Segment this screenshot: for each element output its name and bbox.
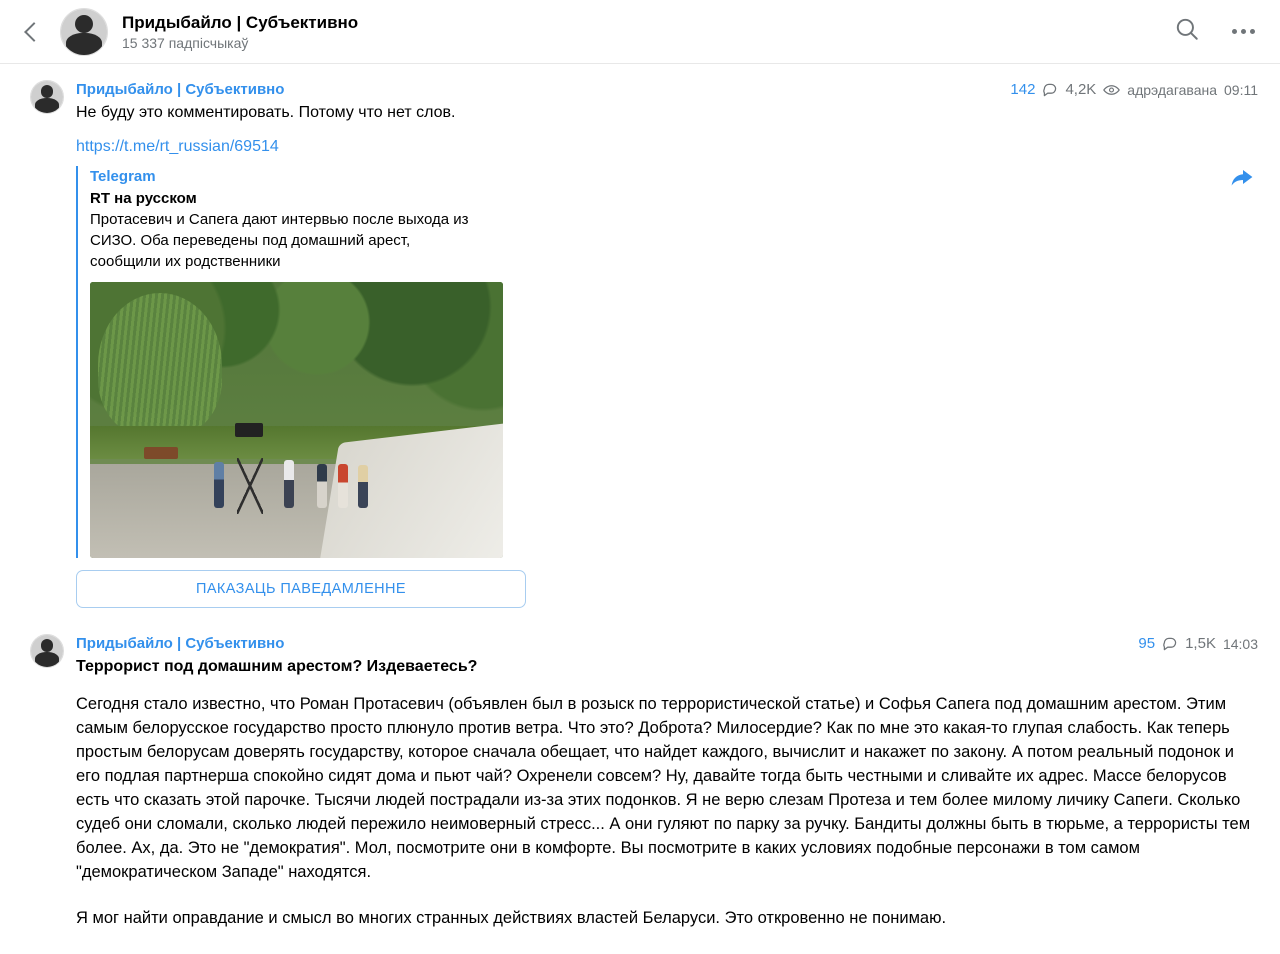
preview-title: RT на русском: [90, 190, 197, 207]
header-actions: [1172, 17, 1258, 47]
message-author[interactable]: Придыбайло | Субъективно: [76, 635, 285, 652]
message-body: [76, 634, 1258, 930]
search-button[interactable]: [1172, 17, 1202, 47]
search-icon: [1174, 16, 1200, 47]
chat-title: Придыбайло | Субъективно: [122, 12, 359, 32]
message-author[interactable]: Придыбайло | Субъективно: [76, 81, 285, 98]
subscriber-count: 15 337 падпісчыкаў: [122, 34, 249, 51]
link-preview[interactable]: [76, 166, 560, 558]
view-count: 4,2K: [1065, 81, 1097, 98]
message-paragraph: Сегодня стало известно, что Роман Протасевич (объявлен был в розыск по террористической статье) и Софья Сапега под домашним арестом. Этим самым белорусское государство просто плюнуло против ветра. Что это? Доброта? Милосердие? Как по мне это какая-то глупая слабость. Как теперь простым белорусам доверять государству, которое сначала обещает, что найдет каждого, вычислит и накажет по закону. А потом реальный подонок и его подлая партнерша спокойно сидят дома и пьют чай? Охренели совсем? Ну, давайте тогда быть честными и сливайте их адрес. Массе белорусов есть что сказать этой парочке. Тысячи людей пострадали из-за этих подонков. Я не верю слезам Протеза и тем более милому личику Сапеги. Сколько судеб они сломали, сколько людей пережило неимоверный стресс... А они гуляют по парку за ручку. Бандиты должны быть в тюрьме, а террористы тем более. Ах, да. Это не "демократия". Мол, посмотрите они в комфорте. Вы посмотрите в каких условиях подобные персонажи в том самом "демократическом Западе" находятся.: [76, 695, 1251, 881]
message-time: 09:11: [1224, 81, 1258, 98]
chat-header: [0, 0, 1280, 64]
message-meta: [1010, 81, 1258, 98]
comment-icon[interactable]: [1162, 636, 1178, 652]
show-message-button[interactable]: ПАКАЗАЦЬ ПАВЕДАМЛЕННЕ: [76, 570, 526, 608]
message-avatar[interactable]: [30, 80, 64, 114]
message-list: [0, 64, 1280, 930]
message-meta: [1138, 635, 1258, 652]
message-time: 14:03: [1222, 635, 1258, 652]
message-header: [76, 634, 1258, 654]
message-text: Не буду это комментировать. Потому что нет слов.: [76, 104, 456, 121]
message-item: [0, 76, 1280, 608]
message-paragraph: Я мог найти оправдание и смысл во многих странных действиях властей Беларуси. Это откровенно не понимаю.: [76, 909, 947, 927]
message-text: [76, 692, 1258, 930]
message-avatar[interactable]: [30, 634, 64, 668]
comment-count[interactable]: 142: [1010, 81, 1036, 98]
more-options-icon: [1232, 29, 1255, 34]
channel-avatar[interactable]: [60, 8, 108, 56]
message-item: [0, 630, 1280, 930]
chevron-left-icon: [24, 22, 44, 42]
message-header: [76, 80, 1258, 100]
chat-title-block[interactable]: [122, 12, 1172, 52]
preview-description: Протасевич и Сапега дают интервью после выхода из СИЗО. Оба переведены под домашний арест, сообщили их родственники: [90, 211, 469, 270]
more-options-button[interactable]: [1228, 17, 1258, 47]
message-link[interactable]: https://t.me/rt_russian/69514: [76, 138, 279, 155]
forward-button[interactable]: [1230, 168, 1254, 193]
message-headline: Террорист под домашним арестом? Издеваетесь?: [76, 658, 478, 675]
comment-count[interactable]: 95: [1138, 635, 1156, 652]
views-icon: [1103, 84, 1120, 96]
forward-icon: [1230, 175, 1254, 192]
preview-site-name: Telegram: [90, 168, 156, 185]
message-body: [76, 80, 1258, 608]
comment-icon[interactable]: [1042, 82, 1058, 98]
preview-photo[interactable]: [90, 282, 503, 558]
view-count: 1,5K: [1185, 635, 1216, 652]
edited-label: адрэдагавана: [1127, 81, 1217, 98]
back-button[interactable]: [18, 18, 46, 46]
